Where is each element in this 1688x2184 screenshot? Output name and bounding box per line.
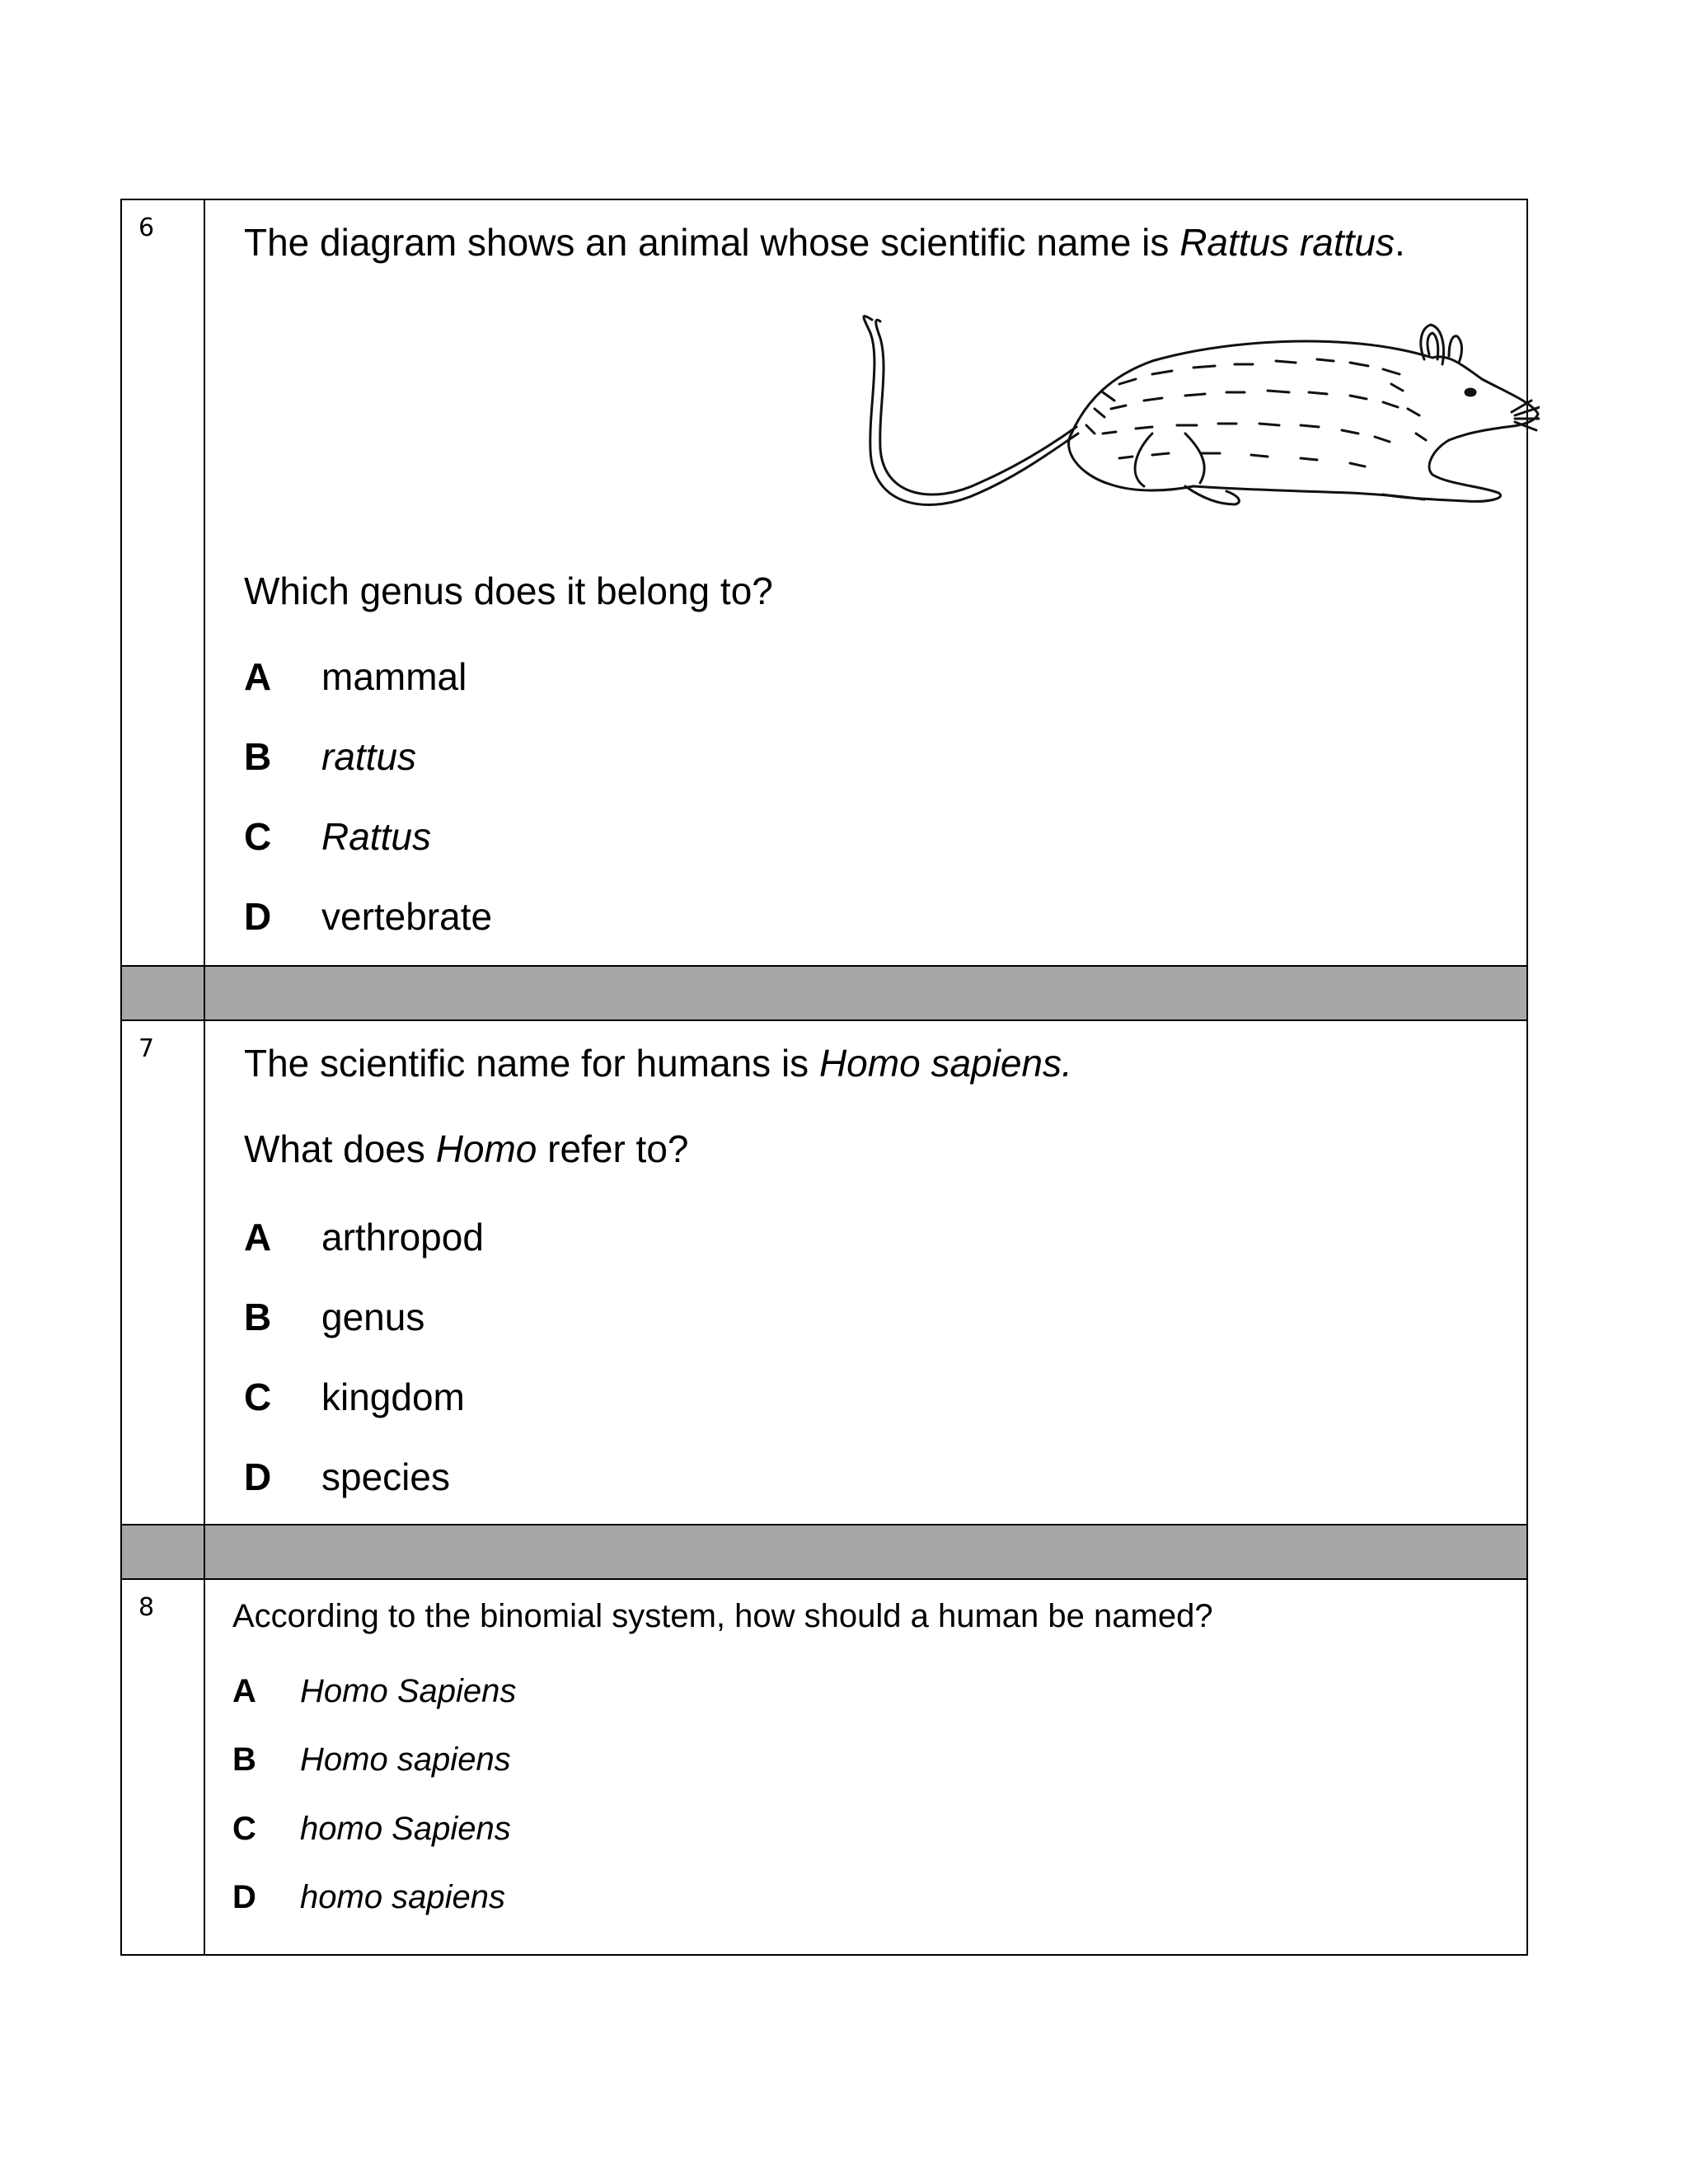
stem-text: The scientific name for humans is — [244, 1042, 819, 1085]
question-number-cell — [122, 200, 205, 965]
separator-row — [122, 1524, 1526, 1580]
option-text: vertebrate — [321, 895, 493, 938]
question-prompt — [244, 1127, 689, 1171]
option-d[interactable] — [244, 894, 493, 939]
option-text: rattus — [321, 735, 417, 778]
option-d[interactable] — [244, 1455, 450, 1499]
option-a[interactable] — [232, 1673, 517, 1710]
option-a[interactable] — [244, 1215, 484, 1259]
question-stem — [244, 220, 1405, 265]
question-stem — [244, 1041, 1072, 1085]
prompt-end-text: refer to? — [537, 1127, 689, 1170]
option-letter: C — [232, 1811, 256, 1847]
question-number-cell — [122, 1021, 205, 1524]
option-text: homo sapiens — [300, 1879, 506, 1915]
question-number: 8 — [138, 1593, 155, 1622]
option-letter: C — [244, 1376, 272, 1418]
question-8-row — [122, 1580, 1526, 1954]
option-text: Rattus — [321, 815, 431, 858]
question-number: 6 — [138, 213, 155, 242]
question-6-row — [122, 200, 1526, 965]
option-text: homo Sapiens — [300, 1811, 511, 1847]
option-a[interactable] — [244, 654, 467, 699]
option-b[interactable] — [232, 1741, 511, 1779]
separator-number-cell — [122, 1526, 205, 1578]
option-text: genus — [321, 1296, 425, 1338]
question-prompt: Which genus does it belong to? — [244, 569, 773, 612]
option-letter: A — [232, 1673, 256, 1709]
option-letter: B — [232, 1741, 256, 1778]
option-letter: C — [244, 815, 272, 858]
option-letter: D — [244, 1455, 272, 1498]
option-c[interactable] — [244, 814, 431, 859]
stem-end-text: . — [1394, 221, 1405, 264]
option-text: Homo sapiens — [300, 1741, 511, 1778]
option-text: kingdom — [321, 1376, 465, 1418]
option-letter: D — [232, 1879, 256, 1915]
rat-illustration — [856, 310, 1540, 532]
stem-italic-text: Rattus rattus — [1179, 221, 1395, 264]
option-letter: D — [244, 895, 272, 938]
option-letter: B — [244, 735, 272, 778]
prompt-italic-text: Homo — [435, 1127, 537, 1170]
option-letter: B — [244, 1296, 272, 1338]
separator-row — [122, 965, 1526, 1021]
question-table — [120, 199, 1528, 1956]
separator-number-cell — [122, 967, 205, 1019]
question-prompt: According to the binomial system, how should a human be named? — [232, 1598, 1213, 1634]
question-number-cell — [122, 1580, 205, 1954]
stem-italic-text: Homo sapiens. — [818, 1042, 1072, 1085]
option-d[interactable] — [232, 1879, 506, 1916]
question-7-row — [122, 1021, 1526, 1524]
option-letter: A — [244, 1216, 272, 1258]
stem-text: The diagram shows an animal whose scientific name is — [244, 221, 1180, 264]
option-c[interactable] — [232, 1811, 511, 1848]
option-b[interactable] — [244, 1295, 425, 1339]
option-c[interactable] — [244, 1375, 465, 1419]
prompt-text: What does — [244, 1127, 436, 1170]
option-text: Homo Sapiens — [300, 1673, 517, 1709]
option-text: mammal — [321, 655, 467, 698]
option-text: species — [321, 1455, 450, 1498]
option-letter: A — [244, 655, 272, 698]
option-b[interactable] — [244, 734, 417, 779]
option-text: arthropod — [321, 1216, 484, 1258]
question-number: 7 — [138, 1034, 155, 1063]
